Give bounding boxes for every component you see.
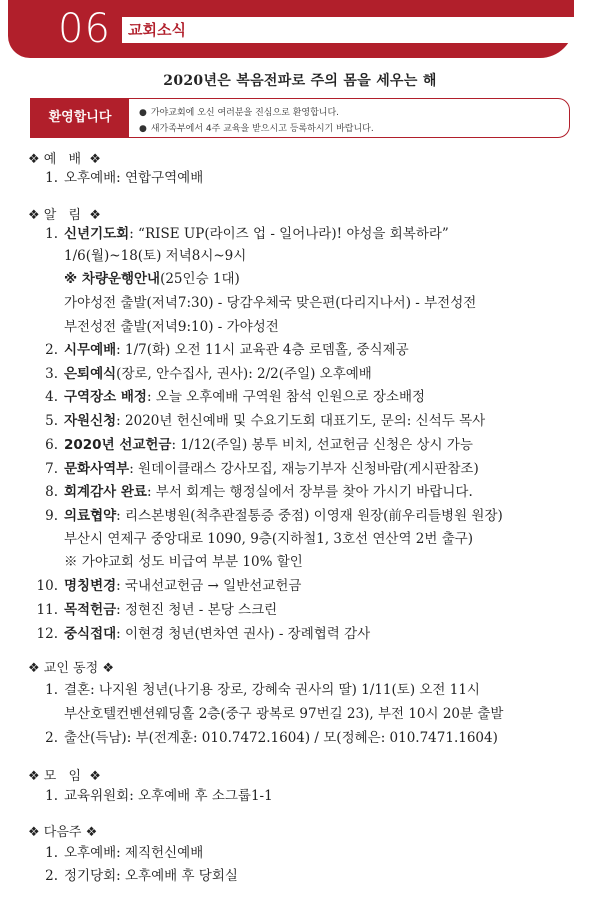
section-label: 교회소식 — [122, 17, 578, 43]
list-item: 8. 회계감사 완료: 부서 회계는 행정실에서 장부를 찾아 가시기 바랍니다. — [45, 484, 473, 500]
list-item: 3. 은퇴예식(장로, 안수집사, 권사): 2/2(주일) 오후예배 — [45, 366, 372, 382]
list-item: ※ 가야교회 성도 비급여 부분 10% 할인 — [64, 554, 303, 570]
list-item: 2. 시무예배: 1/7(화) 오전 11시 교육관 4층 로뎀홀, 중식제공 — [45, 342, 409, 358]
diamond-icon: ❖ — [28, 769, 40, 784]
list-item: 4. 구역장소 배정: 오늘 오후예배 구역원 참석 인원으로 장소배정 — [45, 389, 426, 405]
list-item: 10. 명칭변경: 국내선교헌금 → 일반선교헌금 — [36, 578, 302, 594]
diamond-icon: ❖ — [89, 769, 101, 784]
list-item: 1. 오후예배: 제직헌신예배 — [45, 845, 204, 861]
section-number: 06 — [58, 6, 111, 52]
section-title-next-week: ❖ 다음주 ❖ — [28, 825, 98, 840]
section-title-meetings: ❖ 모 임 ❖ — [28, 769, 101, 784]
welcome-box — [30, 98, 570, 138]
list-item: 12. 중식접대: 이현경 청년(변차연 권사) - 장례협력 감사 — [36, 626, 371, 642]
diamond-icon: ❖ — [89, 152, 101, 167]
list-item: 가야성전 출발(저녁7:30) - 당감우체국 맞은편(다리지나서) - 부전성전 — [64, 295, 477, 311]
diamond-icon: ❖ — [28, 825, 40, 840]
list-item: 부전성전 출발(저녁9:10) - 가야성전 — [64, 319, 279, 335]
bullet-icon: ● — [139, 108, 147, 118]
list-item: 7. 문화사역부: 원데이클래스 강사모집, 재능기부자 신청바람(게시판참조) — [45, 461, 479, 477]
section-title-members: ❖ 교인 동정 ❖ — [28, 661, 114, 676]
section-title-notices: ❖ 알 림 ❖ — [28, 208, 101, 223]
diamond-icon: ❖ — [28, 208, 40, 223]
diamond-icon: ❖ — [28, 661, 40, 676]
list-item: 1/6(월)~18(토) 저녁8시~9시 — [64, 248, 247, 264]
section-banner — [8, 0, 574, 58]
welcome-item: ● 가야교회에 오신 여러분을 진심으로 환영합니다. — [139, 108, 340, 118]
list-item: 부산호텔컨벤션웨딩홀 2층(중구 광복로 97번길 23), 부전 10시 20분 출발 — [64, 706, 504, 722]
list-item: 2. 출산(득남): 부(전계훈: 010.7472.1604) / 모(정혜은: 010.7471.1604) — [45, 730, 498, 746]
diamond-icon: ❖ — [85, 825, 98, 840]
section-title-worship: ❖ 예 배 ❖ — [28, 152, 101, 167]
list-item: 부산시 연제구 중앙대로 1090, 9층(지하철1, 3호선 연산역 2번 출구) — [64, 531, 474, 547]
diamond-icon: ❖ — [102, 661, 114, 676]
list-item: 6. 2020년 선교헌금: 1/12(주일) 봉투 비치, 선교헌금 신청은 상시 가능 — [45, 437, 473, 453]
list-item: 9. 의료협약: 리스본병원(척추관절통증 중점) 이영재 원장(前우리들병원 원장) — [45, 508, 503, 524]
diamond-icon: ❖ — [89, 208, 101, 223]
list-item: 2. 정기당회: 오후예배 후 당회실 — [45, 868, 238, 884]
list-item: 1. 신년기도회: “RISE UP(라이즈 업 - 일어나라)! 야성을 회복하라” — [45, 226, 449, 242]
list-item: ※ 차량운행안내(25인승 1대) — [64, 271, 240, 287]
list-item: 11. 목적헌금: 정현진 청년 - 본당 스크린 — [36, 602, 278, 618]
list-item: 1. 결혼: 나지원 청년(나기용 장로, 강혜숙 권사의 딸) 1/11(토) 오전 11시 — [45, 682, 480, 698]
welcome-item: ● 새가족부에서 4주 교육을 받으시고 등록하시기 바랍니다. — [139, 124, 374, 134]
list-item: 1. 오후예배: 연합구역예배 — [45, 170, 204, 186]
page-headline: 2020년은 복음전파로 주의 몸을 세우는 해 — [163, 73, 437, 89]
welcome-label: 환영합니다 — [31, 99, 129, 137]
list-item: 5. 자원신청: 2020년 헌신예배 및 수요기도회 대표기도, 문의: 신석두 목사 — [45, 413, 486, 429]
list-item: 1. 교육위원회: 오후예배 후 소그룹1-1 — [45, 788, 273, 804]
bullet-icon: ● — [139, 124, 147, 134]
diamond-icon: ❖ — [28, 152, 40, 167]
